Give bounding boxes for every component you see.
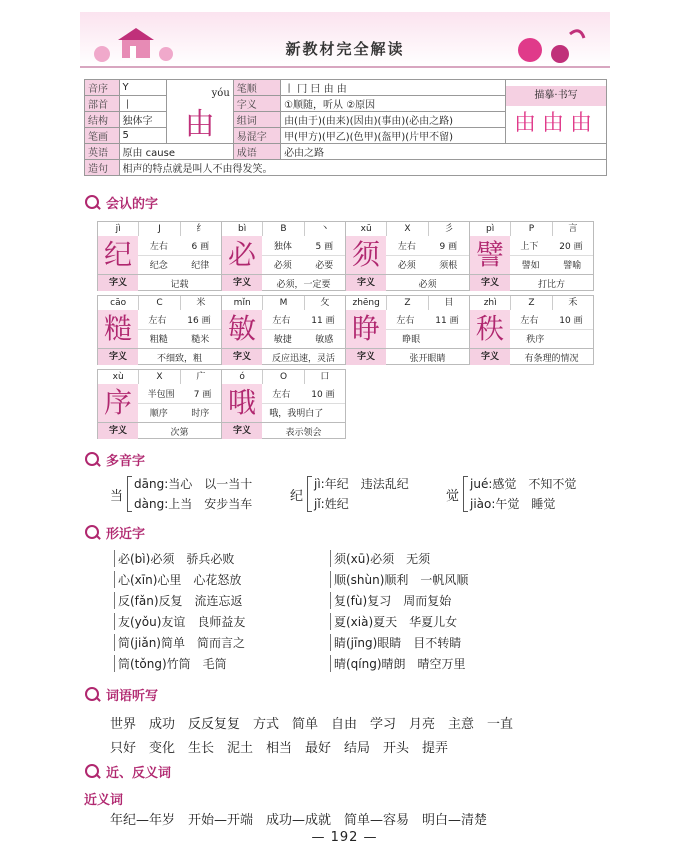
ziyi-label: 字义 (346, 275, 386, 291)
label-bushou: 部首 (85, 96, 120, 112)
ziyi: 张开眼睛 (409, 353, 446, 364)
character-info-table (84, 79, 607, 176)
word-1: 睁眼 (402, 335, 421, 345)
label-zaoju: 造句 (85, 160, 120, 176)
character: 纪 (98, 236, 138, 274)
label-zuci: 组词 (233, 112, 280, 128)
miaohong-cell: 描摹·书写 由由由 (506, 80, 607, 144)
duoyin-3-a: jué:感觉 不知不觉 (470, 477, 577, 491)
bihua: 20 画 (559, 242, 583, 252)
word-cell (345, 295, 470, 365)
tingxie-line-1: 世界 成功 反反复复 方式 简单 自由 学习 月亮 主意 一直 (110, 717, 514, 732)
ziyi: 表示领会 (285, 427, 322, 438)
bushou: 口 (320, 372, 330, 382)
xingjin-item: 夏(xià)夏天 华夏儿女 (330, 613, 457, 630)
section-tingxie: 词语听写 (84, 685, 158, 704)
ziyi-label: 字义 (222, 349, 262, 365)
word-cell (97, 221, 222, 291)
duoyin-2-a: jì:年纪 违法乱纪 (314, 477, 409, 491)
duoyin-1-b: dàng:上当 安步当车 (134, 497, 253, 511)
value-yinxu: Y (119, 80, 166, 96)
bihua: 6 画 (191, 242, 210, 252)
bihua: 5 画 (315, 242, 334, 252)
label-jiegou: 结构 (85, 112, 120, 128)
pinyin: zhēng (346, 296, 387, 310)
yinxu: M (263, 296, 304, 310)
yinxu: P (511, 222, 552, 236)
word-cell (97, 369, 222, 439)
value-chengyu: 必由之路 (281, 144, 607, 160)
value-bihua: 5 (119, 128, 166, 144)
section-duoyinzi: 多音字 (84, 450, 145, 469)
magnifier-icon (84, 451, 102, 469)
character: 糙 (98, 310, 138, 348)
xingjin-item: 反(fǎn)反复 流连忘返 (114, 592, 243, 609)
ziyi-label: 字义 (222, 423, 262, 439)
word-cell (221, 369, 346, 439)
pinyin: cāo (98, 296, 139, 310)
duoyin-char-2: 纪 (290, 489, 304, 504)
jiegou: 半包围 (147, 390, 175, 400)
character: 譬 (470, 236, 510, 274)
bushou: 目 (444, 298, 454, 308)
character: 必 (222, 236, 262, 274)
word-1: 哦，我明白了 (269, 409, 324, 419)
brace (127, 476, 132, 512)
yinxu: X (387, 222, 428, 236)
xingjin-item: 简(jiǎn)简单 简而言之 (114, 634, 245, 651)
bushou: 禾 (568, 298, 578, 308)
section-jinfanyi: 近、反义词 (84, 762, 171, 781)
word-cell (469, 221, 594, 291)
value-yihunzi: 甲(甲方)(甲乙)(色甲)(盔甲)(片甲不留) (281, 128, 506, 144)
pinyin: xù (98, 370, 139, 384)
value-zuci: 由(由于)(由来)(因由)(事由)(必由之路) (281, 112, 506, 128)
header-title: 新教材完全解读 (285, 40, 405, 58)
label-bishun: 笔顺 (233, 80, 280, 96)
value-bushou: 丨 (119, 96, 166, 112)
pinyin: xū (346, 222, 387, 236)
xingjin-item: 筒(tǒng)竹筒 毛筒 (114, 655, 227, 672)
jiegou: 左右 (520, 316, 539, 326)
bihua: 7 画 (193, 390, 212, 400)
bushou: 米 (196, 298, 206, 308)
character: 须 (346, 236, 386, 274)
value-jiegou: 独体字 (119, 112, 166, 128)
word-2: 时序 (191, 409, 210, 419)
yinxu: Z (511, 296, 552, 310)
magnifier-icon (84, 524, 102, 542)
page-number: — 192 — (311, 830, 378, 845)
value-ziyi: ①顺随，听从 ②原因 (281, 96, 506, 112)
character: 敏 (222, 310, 262, 348)
word-2: 须根 (439, 261, 458, 271)
ziyi: 记载 (170, 279, 189, 290)
bihua: 10 画 (559, 316, 583, 326)
ziyi: 必须 (418, 279, 437, 290)
word-1: 纪念 (149, 261, 168, 271)
character: 睁 (346, 310, 386, 348)
bihua: 11 画 (435, 316, 459, 326)
yinxu: J (139, 222, 180, 236)
bihua: 10 画 (311, 390, 335, 400)
xingjin-item: 须(xū)必须 无须 (330, 550, 430, 567)
word-2: 糙米 (191, 335, 210, 345)
jiegou: 左右 (272, 316, 291, 326)
tingxie-line-2: 只好 变化 生长 泥土 相当 最好 结局 开头 提弄 (110, 741, 449, 756)
ziyi: 不细致，粗 (156, 353, 202, 364)
jiegou: 左右 (149, 242, 168, 252)
bushou: 丶 (320, 224, 330, 234)
jiegou: 左右 (397, 242, 416, 252)
pinyin: zhì (470, 296, 511, 310)
character: 序 (98, 384, 138, 422)
label-yihunzi: 易混字 (233, 128, 280, 144)
ziyi-label: 字义 (346, 349, 386, 365)
value-bishun: 丨 冂 曰 由 由 (281, 80, 506, 96)
word-2: 譬喻 (563, 261, 582, 271)
word-2: 敏感 (315, 335, 334, 345)
duoyin-char-3: 觉 (446, 489, 460, 504)
magnifier-icon (84, 763, 102, 781)
word-1: 譬如 (521, 261, 540, 271)
xingjin-item: 友(yǒu)友谊 良师益友 (114, 613, 245, 630)
write-practice: 由由由 (513, 111, 598, 136)
brace (463, 476, 468, 512)
bushou: 纟 (196, 224, 206, 234)
brace (307, 476, 312, 512)
jiegou: 独体 (273, 242, 292, 252)
word-cell (345, 221, 470, 291)
bihua: 11 画 (311, 316, 335, 326)
value-zaoju: 相声的特点就是叫人不由得发笑。 (119, 160, 607, 176)
magnifier-icon (84, 686, 102, 704)
section-xingjinzi: 形近字 (84, 523, 145, 542)
word-1: 必须 (273, 261, 292, 271)
ziyi: 反应迅速，灵活 (271, 353, 335, 364)
ziyi: 必须，一定要 (276, 279, 331, 290)
pinyin: mǐn (222, 296, 263, 310)
word-1: 粗糙 (149, 335, 168, 345)
character: 秩 (470, 310, 510, 348)
yinxu: Z (387, 296, 428, 310)
jiegou: 左右 (148, 316, 167, 326)
label-ziyi: 字义 (233, 96, 280, 112)
label-yingyu: 英语 (85, 144, 120, 160)
xingjin-item: 心(xīn)心里 心花怒放 (114, 571, 241, 588)
duoyin-3-b: jiào:午觉 睡觉 (470, 497, 556, 511)
label-yinxu: 音序 (85, 80, 120, 96)
bird-decoration-icon (500, 24, 590, 64)
bushou: 广 (196, 372, 206, 382)
word-cell (469, 295, 594, 365)
word-1: 必须 (397, 261, 416, 271)
bushou: 彡 (444, 224, 454, 234)
ziyi-label: 字义 (222, 275, 262, 291)
ziyi-label: 字义 (470, 275, 510, 291)
word-1: 敏捷 (273, 335, 292, 345)
pinyin: pì (470, 222, 511, 236)
ziyi-label: 字义 (470, 349, 510, 365)
duoyin-2-b: jǐ:姓纪 (314, 497, 349, 511)
duoyin-char-1: 当 (110, 489, 124, 504)
yinxu: O (263, 370, 304, 384)
xingjin-item: 复(fù)复习 周而复始 (330, 592, 451, 609)
main-character: yóu 由 (166, 80, 233, 144)
ziyi: 有条理的情况 (524, 353, 579, 364)
bushou: 攵 (320, 298, 330, 308)
word-1: 秩序 (526, 335, 545, 345)
pinyin: bì (222, 222, 263, 236)
jiegou: 上下 (520, 242, 539, 252)
ziyi: 打比方 (537, 279, 565, 290)
bihua: 9 画 (439, 242, 458, 252)
label-bihua: 笔画 (85, 128, 120, 144)
yinxu: B (263, 222, 304, 236)
word-1: 顺序 (149, 409, 168, 419)
ziyi-label: 字义 (98, 423, 138, 439)
pinyin: ó (222, 370, 263, 384)
label-chengyu: 成语 (233, 144, 280, 160)
word-cell (221, 221, 346, 291)
xingjin-item: 顺(shùn)顺利 一帆风顺 (330, 571, 468, 588)
word-2: 必要 (315, 261, 334, 271)
jinyi-label: 近义词 (84, 793, 124, 808)
duoyin-1-a: dāng:当心 以一当十 (134, 477, 253, 491)
word-cell (221, 295, 346, 365)
ziyi-label: 字义 (98, 349, 138, 365)
bihua: 16 画 (187, 316, 211, 326)
word-2: 纪律 (191, 261, 210, 271)
value-yingyu: 原由 cause (119, 144, 233, 160)
jiegou: 左右 (396, 316, 415, 326)
yinxu: C (139, 296, 180, 310)
word-cell (97, 295, 222, 365)
section-huirende: 会认的字 (84, 193, 158, 212)
ziyi-label: 字义 (98, 275, 138, 291)
bushou: 言 (568, 224, 578, 234)
magnifier-icon (84, 194, 102, 212)
jiegou: 左右 (272, 390, 291, 400)
jinyi-line: 年纪—年岁 开始—开端 成功—成就 简单—容易 明白—清楚 (110, 813, 488, 828)
xingjin-item: 晴(qíng)晴朗 晴空万里 (330, 655, 466, 672)
character: 哦 (222, 384, 262, 422)
yinxu: X (139, 370, 180, 384)
pinyin: jì (98, 222, 139, 236)
xingjin-item: 必(bì)必须 骄兵必败 (114, 550, 234, 567)
page-header (80, 12, 610, 68)
ziyi: 次第 (170, 427, 189, 438)
xingjin-item: 睛(jīng)眼睛 目不转睛 (330, 634, 461, 651)
